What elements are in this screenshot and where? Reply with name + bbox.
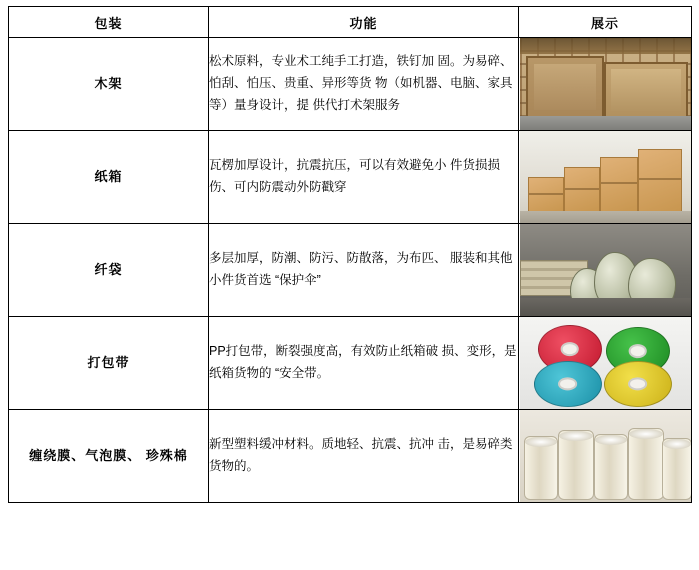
column-header-display: 展示 [519,7,692,38]
carton-ground [520,211,691,223]
film-roll-5 [662,438,691,500]
carton-box-3 [600,157,638,213]
package-display-strapping [519,317,692,410]
package-display-woven-bag [519,224,692,317]
package-display-wooden-crate [519,38,692,131]
package-name-wooden-crate: 木架 [9,38,209,131]
package-name-woven-bag: 纤袋 [9,224,209,317]
package-display-carton [519,131,692,224]
strapping-roll-cyan [534,361,602,407]
package-function-woven-bag: 多层加厚，防潮、防污、防散落，为布匹、 服装和其他小件货首选 “保护伞” [209,224,519,317]
carton-boxes-photo [520,131,691,223]
table-header [9,7,692,38]
film-roll-1 [524,436,558,500]
table-header-row [9,7,692,38]
package-function-wooden-crate: 松术原料，专业术工纯手工打造，铁钉加 固。为易碎、怕刮、怕压、贵重、异形等货 物（如机器、电脑、家具等）量身设计，提 供代打术架服务 [209,38,519,131]
film-roll-3 [594,434,628,500]
table-body [9,38,692,503]
package-name-carton: 纸箱 [9,131,209,224]
package-function-carton: 瓦楞加厚设计，抗震抗压，可以有效避免小 件货损损伤、可内防震动外防戳穿 [209,131,519,224]
table-row [9,224,692,317]
package-name-strapping: 打包带 [9,317,209,410]
package-display-film [519,410,692,503]
table-row [9,410,692,503]
woven-bags-photo [520,224,691,316]
package-function-strapping: PP打包带，断裂强度高，有效防止纸箱破 损、变形，是纸箱货物的 “安全带。 [209,317,519,410]
table-row [9,131,692,224]
strapping-rolls-photo [520,317,691,409]
warehouse-floor [520,116,691,130]
stretch-film-rolls-photo [520,410,691,502]
wooden-crate-photo [520,38,691,130]
strapping-roll-yellow [604,361,672,407]
column-header-package: 包装 [9,7,209,38]
crate-box-left [526,56,604,118]
film-roll-4 [628,428,664,500]
crate-box-right [604,62,688,118]
crate-top-shadow [520,38,691,54]
package-name-film: 缠绕膜、气泡膜、 珍殊棉 [9,410,209,503]
package-function-film: 新型塑料缓冲材料。质地轻、抗震、抗冲 击，是易碎类货物的。 [209,410,519,503]
carton-box-4 [638,149,682,213]
carton-box-1 [528,177,564,213]
table-row [9,38,692,131]
packaging-table [8,6,692,503]
column-header-function: 功能 [209,7,519,38]
film-roll-2 [558,430,594,500]
bag-ground [520,298,691,316]
table-row [9,317,692,410]
carton-box-2 [564,167,600,213]
